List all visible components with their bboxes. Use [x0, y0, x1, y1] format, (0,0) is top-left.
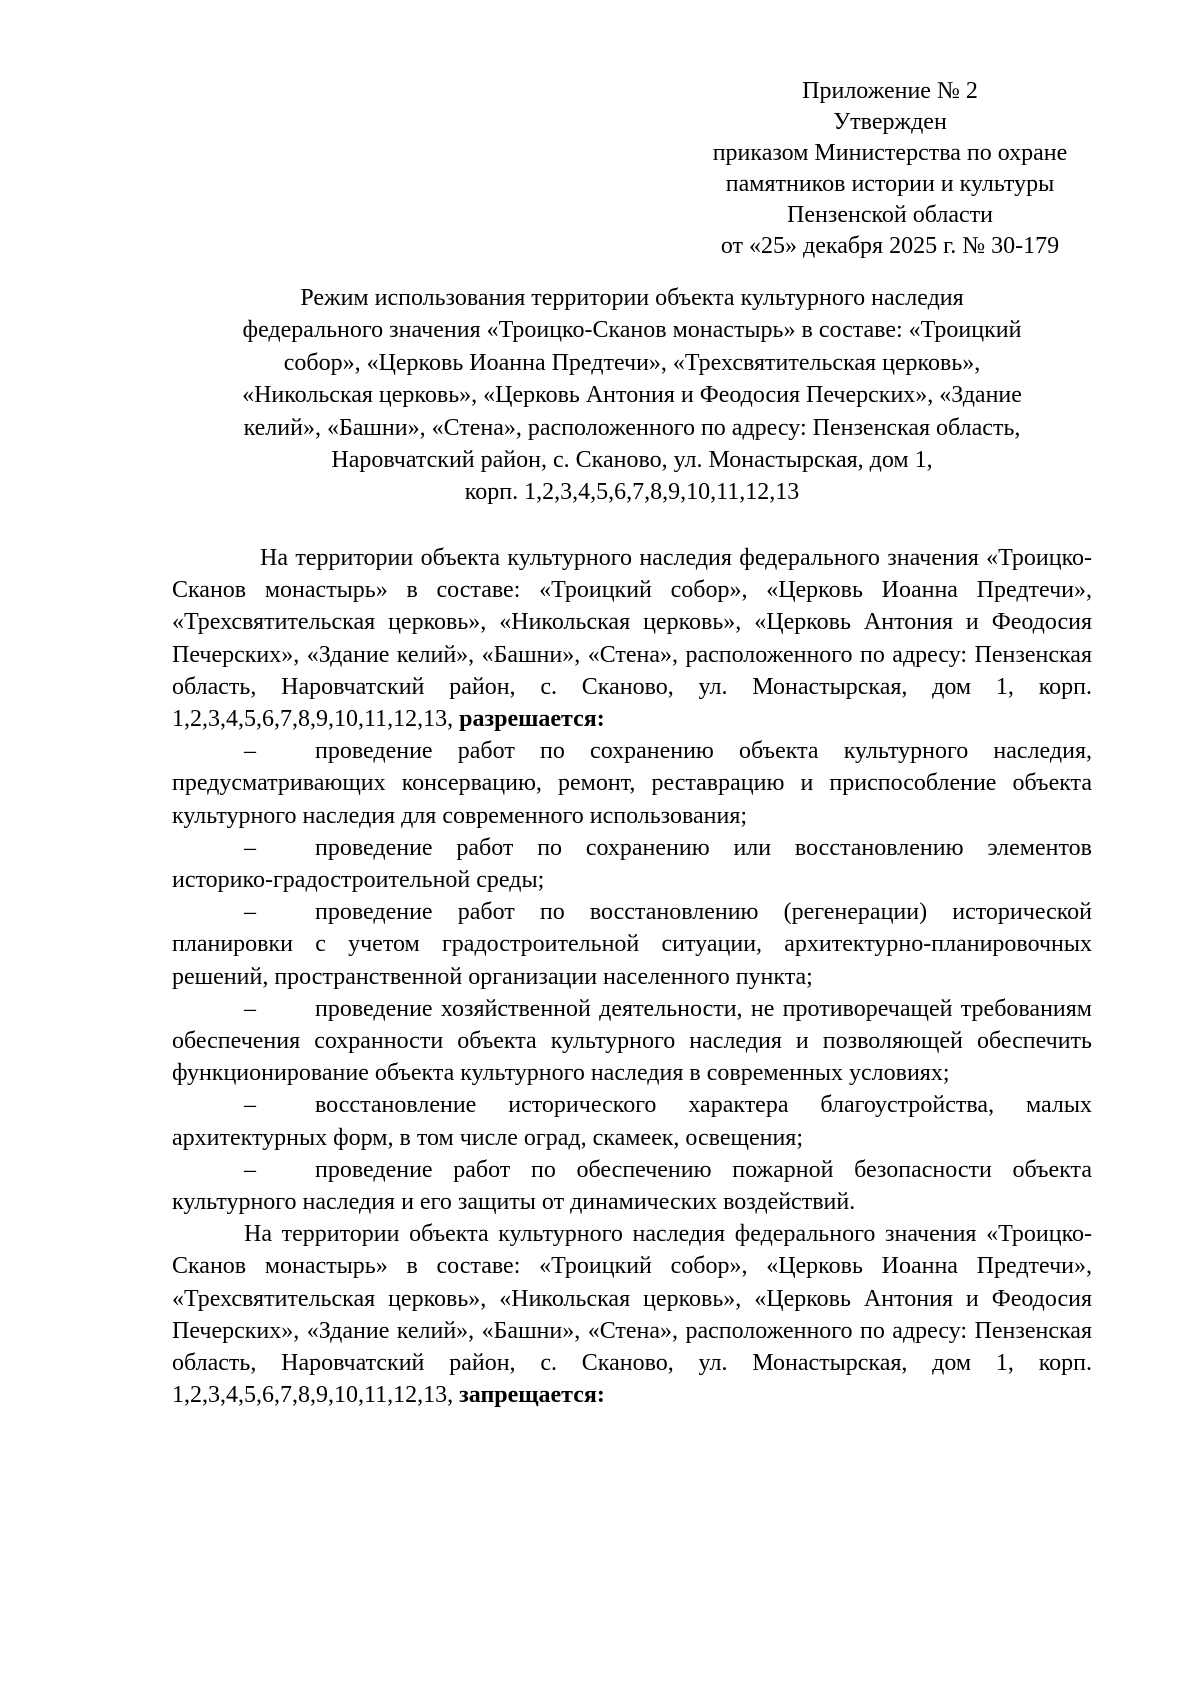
- forbidden-intro-text: На территории объекта культурного наследия федерального значения «Троицко-Сканов монастырь» в составе: «Троицкий собор», «Церковь Иоанна Предтечи», «Трехсвятительская церковь», «Никольская церковь», «Церковь Антония и Феодосия Печерских», «Здание келий», «Башни», «Стена», расположенного по адресу: Пензенская область, Наровчатский район, с. Сканово, ул. Монастырская, дом 1, корп. 1,2,3,4,5,6,7,8,9,10,11,12,13,: [172, 1221, 1092, 1409]
- list-dash: –: [244, 995, 256, 1022]
- allowed-list-item: [172, 993, 1092, 1090]
- document-body: [172, 542, 1092, 1411]
- allowed-list-item: [172, 1089, 1092, 1153]
- list-dash: –: [244, 1092, 256, 1119]
- allowed-list-item: [172, 1154, 1092, 1218]
- allowed-item-text: проведение работ по восстановлению (регенерации) исторической планировки с учетом градостроительной ситуации, архитектурно-планировочных решений, пространственной организации населенного пункта;: [172, 899, 1092, 990]
- title-line: «Никольская церковь», «Церковь Антония и Феодосия Печерских», «Здание: [242, 382, 1022, 409]
- approved-by-line: Пензенской области: [787, 202, 993, 228]
- list-dash: –: [244, 738, 256, 765]
- document-title: [172, 282, 1092, 509]
- title-line: корп. 1,2,3,4,5,6,7,8,9,10,11,12,13: [464, 479, 800, 506]
- allowed-intro-paragraph: [172, 542, 1092, 735]
- approved-label: Утвержден: [833, 109, 947, 135]
- appendix-number: Приложение № 2: [802, 78, 978, 104]
- allowed-item-text: проведение работ по сохранению или восстановлению элементов историко-градостроительной среды;: [172, 834, 1092, 894]
- title-line: собор», «Церковь Иоанна Предтечи», «Трехсвятительская церковь»,: [283, 349, 981, 376]
- order-date-number: от «25» декабря 2025 г. № 30-179: [720, 233, 1060, 259]
- approved-by-line: памятников истории и культуры: [725, 171, 1055, 197]
- allowed-item-text: проведение работ по сохранению объекта культурного наследия, предусматривающих консервацию, ремонт, реставрацию и приспособление объекта культурного наследия для современного использования;: [172, 738, 1092, 829]
- forbidden-intro-paragraph: [172, 1218, 1092, 1411]
- list-dash: –: [244, 899, 256, 926]
- allowed-list-item: [172, 896, 1092, 993]
- allowed-list-item: [172, 832, 1092, 896]
- title-line: Режим использования территории объекта культурного наследия: [300, 285, 964, 311]
- title-line: келий», «Башни», «Стена», расположенного по адресу: Пензенская область,: [243, 414, 1021, 441]
- allowed-item-text: проведение работ по обеспечению пожарной безопасности объекта культурного наследия и его защиты от динамических воздействий.: [172, 1156, 1092, 1216]
- forbidden-keyword: запрещается:: [459, 1382, 605, 1409]
- approved-by-line: приказом Министерства по охране: [712, 140, 1068, 166]
- list-dash: –: [244, 1156, 256, 1183]
- title-line: Наровчатский район, с. Сканово, ул. Монастырская, дом 1,: [331, 447, 933, 474]
- allowed-item-text: проведение хозяйственной деятельности, не противоречащей требованиям обеспечения сохранности объекта культурного наследия и позволяющей обеспечить функционирование объекта культурного наследия в современных условиях;: [172, 995, 1092, 1087]
- list-dash: –: [244, 834, 256, 861]
- allowed-item-text: восстановление исторического характера благоустройства, малых архитектурных форм, в том числе оград, скамеек, освещения;: [172, 1092, 1092, 1151]
- title-line: федерального значения «Троицко-Сканов монастырь» в составе: «Троицкий: [242, 317, 1022, 344]
- allowed-intro-text: На территории объекта культурного наследия федерального значения «Троицко-Сканов монастырь» в составе: «Троицкий собор», «Церковь Иоанна Предтечи», «Трехсвятительская церковь», «Никольская церковь», «Церковь Антония и Феодосия Печерских», «Здание келий», «Башни», «Стена», расположенного по адресу: Пензенская область, Наровчатский район, с. Сканово, ул. Монастырская, дом 1, корп. 1,2,3,4,5,6,7,8,9,10,11,12,13,: [172, 545, 1092, 733]
- allowed-keyword: разрешается:: [459, 706, 605, 733]
- approval-block: [690, 76, 1090, 262]
- allowed-list-item: [172, 735, 1092, 832]
